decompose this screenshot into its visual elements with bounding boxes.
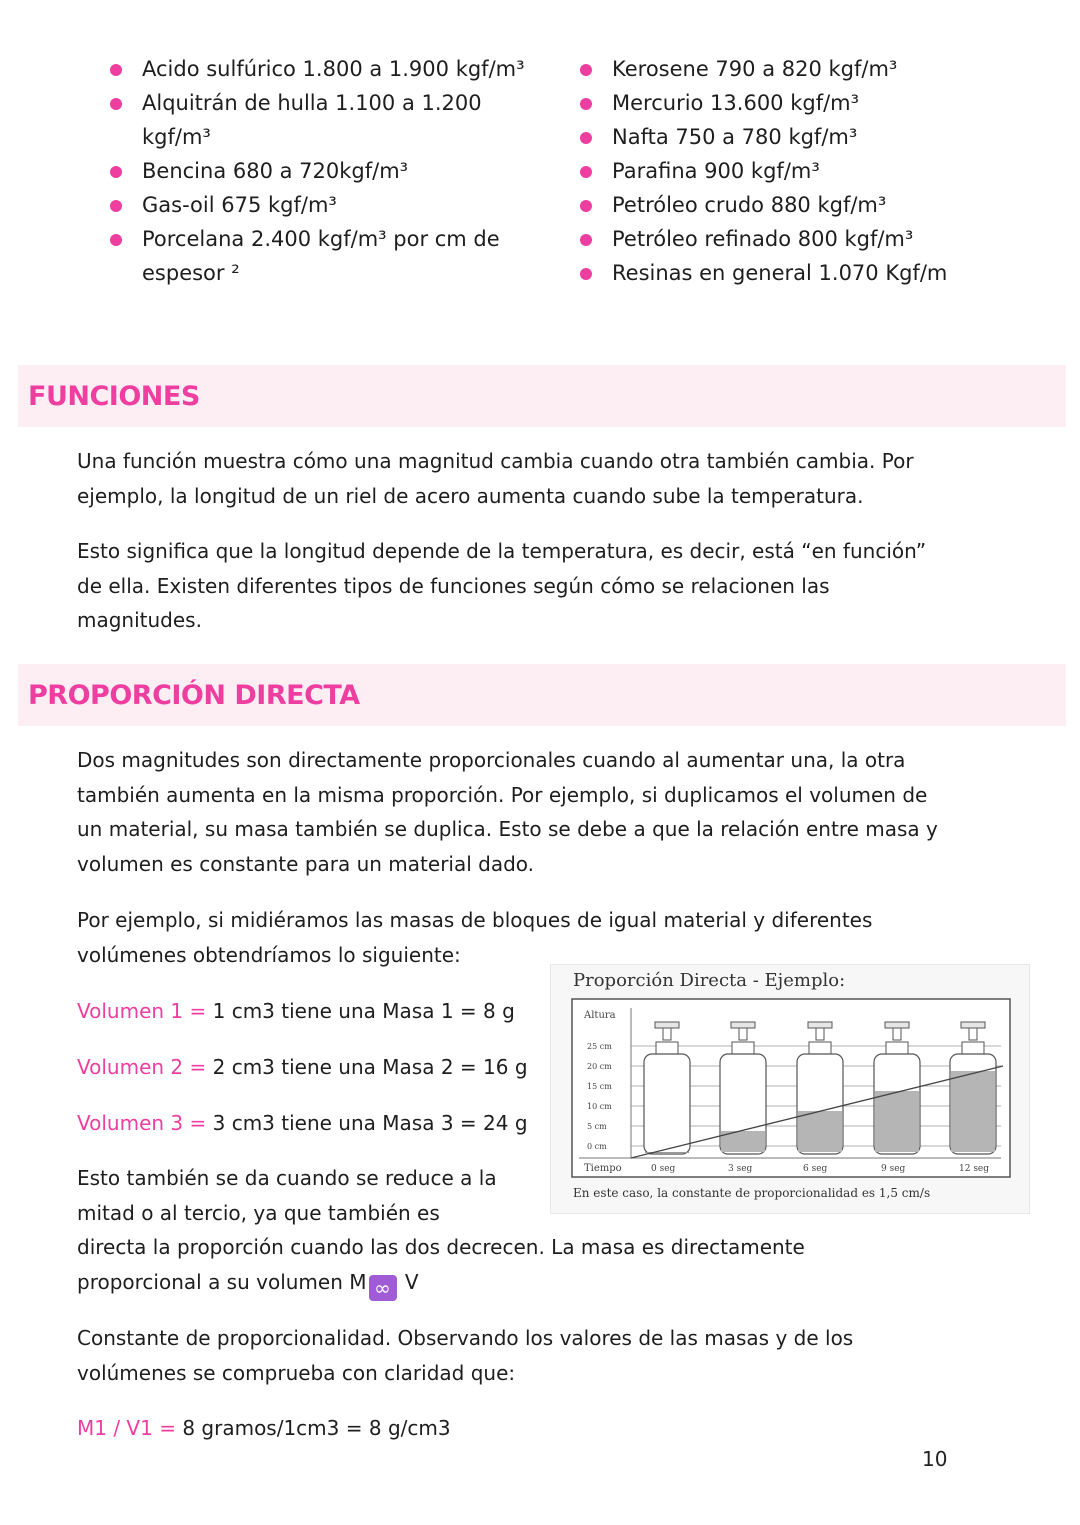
- y-tick: 15 cm: [587, 1082, 612, 1091]
- text-fragment: V: [398, 1269, 419, 1294]
- tap-handle: [961, 1022, 985, 1028]
- section-header-proporcion: [18, 664, 1066, 726]
- list-item: Bencina 680 a 720kgf/m³: [108, 154, 528, 188]
- list-item: Alquitrán de hulla 1.100 a 1.200 kgf/m³: [108, 86, 528, 154]
- volume-line-3: [77, 1108, 528, 1138]
- tank-neck: [809, 1042, 831, 1054]
- tank-diagram: [571, 998, 1013, 1178]
- list-item: Nafta 750 a 780 kgf/m³: [578, 120, 1038, 154]
- list-item: Porcelana 2.400 kgf/m³ por cm de espesor ²: [108, 222, 528, 290]
- figure-title: Proporción Directa - Ejemplo:: [573, 970, 846, 991]
- tank-neck: [962, 1042, 984, 1054]
- tap-handle: [655, 1022, 679, 1028]
- page-number: 10: [922, 1447, 948, 1471]
- y-tick: 10 cm: [587, 1102, 612, 1111]
- list-item: Mercurio 13.600 kgf/m³: [578, 86, 1038, 120]
- x-tick: 9 seg: [881, 1164, 906, 1174]
- section-title: FUNCIONES: [28, 381, 200, 412]
- volume-label: Volumen 2 =: [77, 1055, 207, 1079]
- volume-line-1: [77, 996, 515, 1026]
- tap-handle: [885, 1022, 909, 1028]
- water-fill: [875, 1091, 919, 1152]
- list-item: Acido sulfúrico 1.800 a 1.900 kgf/m³: [108, 52, 528, 86]
- water-fill: [798, 1111, 842, 1152]
- list-item: Gas-oil 675 kgf/m³: [108, 188, 528, 222]
- infinity-icon: ∞: [369, 1275, 397, 1301]
- formula-line: [77, 1413, 451, 1443]
- tap-handle: [731, 1022, 755, 1028]
- text-fragment: proporcional a su volumen M: [77, 1269, 367, 1294]
- list-item: Resinas en general 1.070 Kgf/m: [578, 256, 1038, 290]
- x-axis-label: Tiempo: [584, 1163, 622, 1174]
- volume-line-2: [77, 1052, 528, 1082]
- section-title: PROPORCIÓN DIRECTA: [28, 680, 360, 711]
- funciones-paragraph-2: Esto significa que la longitud depende de la temperatura, es decir, está “en función” de ella. Existen diferentes tipos de funciones según cómo se relacionen las magnitudes.: [77, 539, 927, 632]
- density-list-right: [578, 52, 1038, 290]
- tank-neck: [732, 1042, 754, 1054]
- funciones-paragraph-1: Una función muestra cómo una magnitud cambia cuando otra también cambia. Por ejemplo, la longitud de un riel de acero aumenta cuando sube la temperatura.: [77, 449, 914, 508]
- density-list-left: [108, 52, 528, 290]
- x-tick: 3 seg: [728, 1164, 753, 1174]
- water-fill: [951, 1071, 995, 1152]
- volume-text: 3 cm3 tiene una Masa 3 = 24 g: [206, 1111, 528, 1135]
- tank-body: [644, 1054, 690, 1154]
- diagram-frame: [572, 999, 1010, 1177]
- proporcion-paragraph-2: Por ejemplo, si midiéramos las masas de bloques de igual material y diferentes volúmenes obtendríamos lo siguiente:: [77, 908, 873, 967]
- tank-neck: [886, 1042, 908, 1054]
- section-header-funciones: [18, 365, 1066, 427]
- figure-caption: En este caso, la constante de proporcionalidad es 1,5 cm/s: [573, 1186, 931, 1200]
- y-tick: 20 cm: [587, 1062, 612, 1071]
- y-tick: 0 cm: [587, 1142, 607, 1151]
- text-line: directa la proporción cuando las dos decrecen. La masa es directamente: [77, 1235, 805, 1259]
- volume-label: Volumen 1 =: [77, 999, 207, 1023]
- volume-text: 2 cm3 tiene una Masa 2 = 16 g: [206, 1055, 528, 1079]
- list-item: Petróleo refinado 800 kgf/m³: [578, 222, 1038, 256]
- x-tick: 0 seg: [651, 1164, 676, 1174]
- formula-text: 8 gramos/1cm3 = 8 g/cm3: [175, 1416, 451, 1440]
- tank-neck: [656, 1042, 678, 1054]
- proporcion-paragraph-4: Constante de proporcionalidad. Observando los valores de las masas y de los volúmenes se comprueba con claridad que:: [77, 1326, 854, 1385]
- text-line: Esto también se da cuando se reduce a la: [77, 1166, 497, 1190]
- list-item: Petróleo crudo 880 kgf/m³: [578, 188, 1038, 222]
- y-axis-label: Altura: [584, 1010, 616, 1021]
- volume-text: 1 cm3 tiene una Masa 1 = 8 g: [206, 999, 515, 1023]
- list-item: Kerosene 790 a 820 kgf/m³: [578, 52, 1038, 86]
- y-tick: 25 cm: [587, 1042, 612, 1051]
- volume-label: Volumen 3 =: [77, 1111, 207, 1135]
- x-tick: 6 seg: [803, 1164, 828, 1174]
- text-line: mitad o al tercio, ya que también es: [77, 1200, 440, 1225]
- formula-label: M1 / V1 =: [77, 1416, 176, 1440]
- x-tick: 12 seg: [959, 1164, 990, 1174]
- list-item: Parafina 900 kgf/m³: [578, 154, 1038, 188]
- y-tick: 5 cm: [587, 1122, 607, 1131]
- text-line: [77, 1265, 957, 1301]
- tap-handle: [808, 1022, 832, 1028]
- proporcion-paragraph-1: Dos magnitudes son directamente proporcionales cuando al aumentar una, la otra también aumenta en la misma proporción. Por ejemplo, si duplicamos el volumen de un material, su masa también se duplica. Esto se debe a que la relación entre masa y volumen es constante para un material dado.: [77, 748, 938, 876]
- example-figure: [550, 964, 1030, 1214]
